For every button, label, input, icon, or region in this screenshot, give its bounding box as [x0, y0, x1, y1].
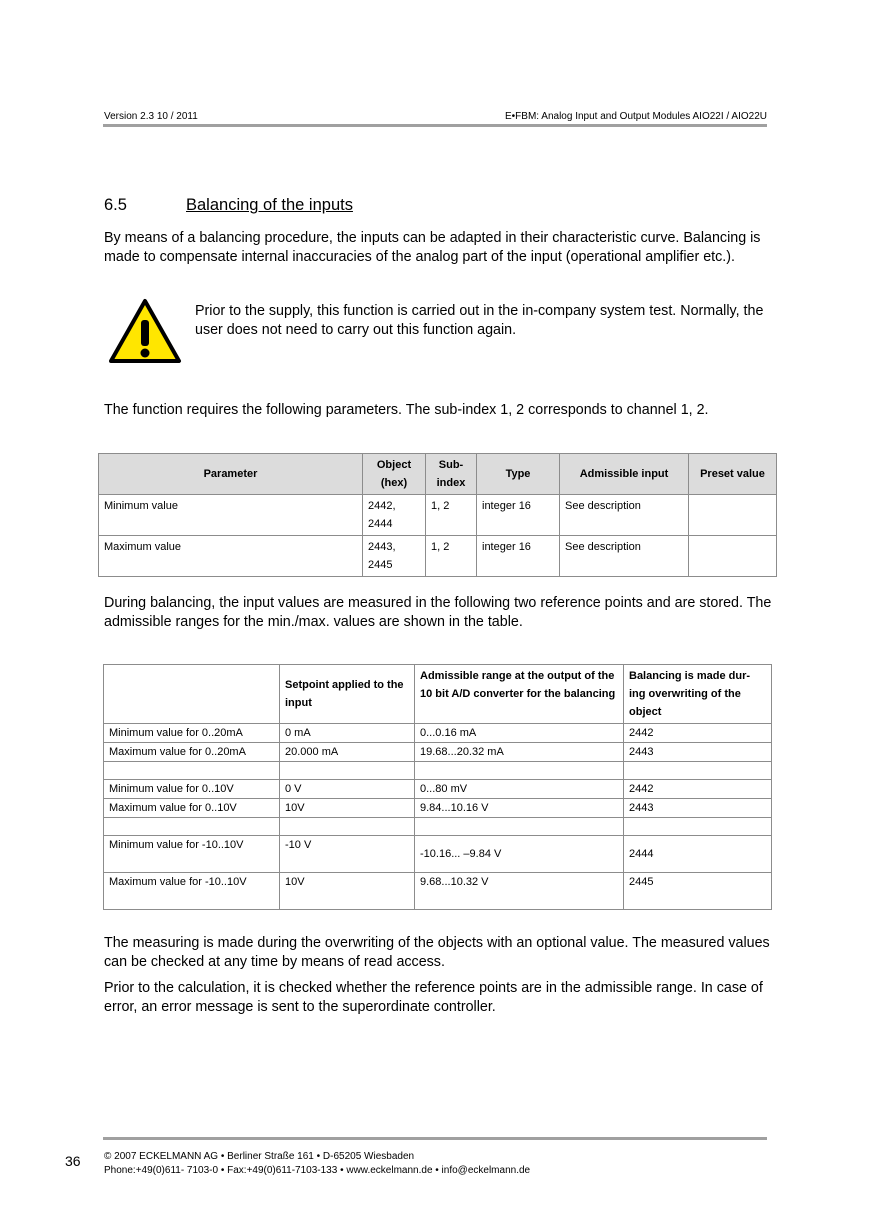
section-title: Balancing of the inputs — [186, 196, 353, 214]
col-subindex: Sub-index — [426, 454, 477, 495]
col-object: Balancing is made dur-ing overwriting of the object — [624, 665, 772, 724]
col-type: Type — [477, 454, 560, 495]
cell — [624, 762, 772, 780]
cell: 0 V — [280, 780, 415, 799]
cell: See description — [560, 495, 689, 536]
cell: 9.84...10.16 V — [415, 799, 624, 818]
col-admissible: Admissible input — [560, 454, 689, 495]
footer-rule — [103, 1137, 767, 1140]
calculation-paragraph: Prior to the calculation, it is checked whether the reference points are in the admissible range. In case of error, an error message is sent to the superordinate controller. — [104, 980, 763, 1015]
cell: 2443 — [624, 799, 772, 818]
cell — [280, 818, 415, 836]
cell: -10.16... –9.84 V — [415, 836, 624, 873]
col-blank — [104, 665, 280, 724]
cell: 2443, 2445 — [363, 536, 426, 577]
cell: 2442, 2444 — [363, 495, 426, 536]
col-admissible-range: Admissible range at the output of the 10 bit A/D converter for the balancing — [415, 665, 624, 724]
table-row — [104, 780, 772, 799]
cell — [415, 762, 624, 780]
col-setpoint: Setpoint applied to the input — [280, 665, 415, 724]
header-version: Version 2.3 10 / 2011 — [104, 111, 198, 122]
col-object: Object (hex) — [363, 454, 426, 495]
measuring-paragraph: The measuring is made during the overwriting of the objects with an optional value. The measured values can be checked at any time by means of read access. — [104, 935, 770, 970]
cell: Maximum value for 0..10V — [104, 799, 280, 818]
cell: integer 16 — [477, 495, 560, 536]
cell: Maximum value for 0..20mA — [104, 743, 280, 762]
cell: Maximum value for -10..10V — [104, 873, 280, 910]
cell — [104, 762, 280, 780]
page-number: 36 — [65, 1153, 81, 1169]
reference-points-table — [103, 664, 772, 910]
cell: 0...80 mV — [415, 780, 624, 799]
warning-triangle-icon — [108, 298, 182, 369]
cell: 10V — [280, 799, 415, 818]
cell: 2444 — [624, 836, 772, 873]
table-row — [104, 818, 772, 836]
footer-address: © 2007 ECKELMANN AG • Berliner Straße 161 • D-65205 Wiesbaden — [104, 1151, 415, 1162]
cell: 2445 — [624, 873, 772, 910]
table-row — [104, 799, 772, 818]
cell: Minimum value — [99, 495, 363, 536]
cell — [104, 818, 280, 836]
table-row — [99, 536, 777, 577]
cell — [280, 762, 415, 780]
cell: 2442 — [624, 780, 772, 799]
warning-text: Prior to the supply, this function is carried out in the in-company system test. Normally, the user does not need to carry out this function again. — [195, 303, 764, 338]
cell: 20.000 mA — [280, 743, 415, 762]
cell: Minimum value for 0..20mA — [104, 724, 280, 743]
cell: Maximum value — [99, 536, 363, 577]
cell: 1, 2 — [426, 536, 477, 577]
cell: Minimum value for 0..10V — [104, 780, 280, 799]
cell: See description — [560, 536, 689, 577]
parameter-table — [98, 453, 777, 577]
cell — [689, 536, 777, 577]
cell: -10 V — [280, 836, 415, 873]
cell: 0 mA — [280, 724, 415, 743]
table-row — [104, 724, 772, 743]
balancing-intro: During balancing, the input values are measured in the following two reference points and are stored. The admissible ranges for the min./max. values are shown in the table. — [104, 595, 772, 630]
col-preset: Preset value — [689, 454, 777, 495]
cell — [689, 495, 777, 536]
table-row — [104, 743, 772, 762]
header-title: E•FBM: Analog Input and Output Modules AIO22I / AIO22U — [505, 111, 767, 122]
section-number: 6.5 — [104, 196, 127, 214]
cell: 9.68...10.32 V — [415, 873, 624, 910]
col-parameter: Parameter — [99, 454, 363, 495]
params-intro: The function requires the following parameters. The sub-index 1, 2 corresponds to channel 1, 2. — [104, 402, 709, 418]
cell — [415, 818, 624, 836]
table-row — [104, 873, 772, 910]
cell — [624, 818, 772, 836]
table-row — [104, 836, 772, 873]
cell: 1, 2 — [426, 495, 477, 536]
table-row — [104, 762, 772, 780]
header-rule — [103, 124, 767, 127]
intro-paragraph: By means of a balancing procedure, the inputs can be adapted in their characteristic curve. Balancing is made to compensate internal inaccuracies of the analog part of the input (operational amplifier etc.). — [104, 230, 761, 265]
cell: 19.68...20.32 mA — [415, 743, 624, 762]
cell: 10V — [280, 873, 415, 910]
footer-contact: Phone:+49(0)611- 7103-0 • Fax:+49(0)611-7103-133 • www.eckelmann.de • info@eckelmann.de — [104, 1165, 531, 1176]
cell: Minimum value for -10..10V — [104, 836, 280, 873]
cell: 0...0.16 mA — [415, 724, 624, 743]
cell: 2442 — [624, 724, 772, 743]
table-row — [99, 495, 777, 536]
cell: 2443 — [624, 743, 772, 762]
cell: integer 16 — [477, 536, 560, 577]
